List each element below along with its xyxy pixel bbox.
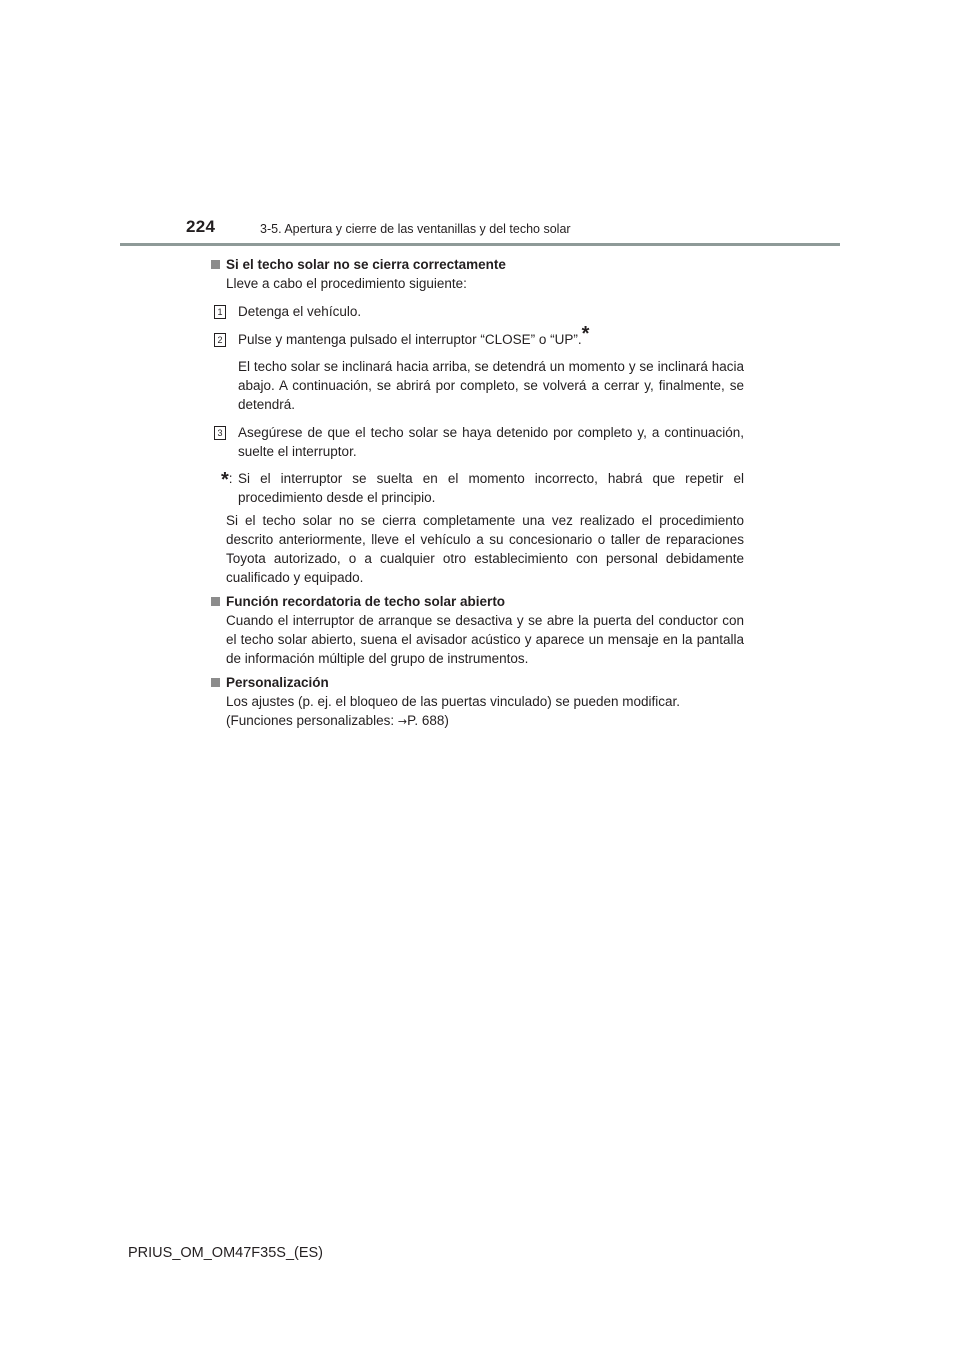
section-header-title: 3-5. Apertura y cierre de las ventanillas y del techo solar xyxy=(260,222,571,236)
step-text: Detenga el vehículo. xyxy=(238,304,362,319)
paragraph: Cuando el interruptor de arranque se desactiva y se abre la puerta del conductor con el techo solar abierto, suena el avisador acústico y aparece un mensaje en la pantalla de información múltiple del grupo de instrumentos. xyxy=(226,613,744,666)
paragraph: Si el techo solar no se cierra completamente una vez realizado el procedimiento descrito anteriormente, lleve el vehículo a su concesionario o taller de reparaciones Toyota autorizado, o a cualquier otro establecimiento con personal debidamente cualificado y equipado. xyxy=(226,513,744,585)
footnote-colon: : xyxy=(228,471,233,486)
section-heading-text: Función recordatoria de techo solar abierto xyxy=(226,594,506,609)
document-code: PRIUS_OM_OM47F35S_(ES) xyxy=(128,1245,324,1261)
section-heading xyxy=(211,255,744,274)
step-note: El techo solar se inclinará hacia arriba, se detendrá un momento y se inclinará hacia abajo. A continuación, se abrirá por completo, se volverá a cerrar y, finalmente, se detendrá. xyxy=(238,359,744,412)
page-content xyxy=(211,255,744,731)
square-bullet-icon xyxy=(211,678,220,687)
step-number-2: 2 xyxy=(214,333,226,347)
page-number: 224 xyxy=(186,217,216,236)
header-divider xyxy=(120,243,840,246)
square-bullet-icon xyxy=(211,260,220,269)
footnote-star-icon: * xyxy=(221,469,229,491)
paragraph: Lleve a cabo el procedimiento siguiente: xyxy=(226,276,467,291)
section-heading-text: Si el techo solar no se cierra correctamente xyxy=(226,257,506,272)
cross-reference xyxy=(211,711,744,731)
footnote-text: Si el interruptor se suelta en el momento incorrecto, habrá que repetir el procedimiento desde el principio. xyxy=(238,471,744,505)
section-heading xyxy=(211,592,744,611)
step-item xyxy=(211,302,744,321)
step-number-3: 3 xyxy=(214,426,226,440)
footnote-star-mark: * xyxy=(581,323,590,345)
section-heading xyxy=(211,673,744,692)
reference-prefix: (Funciones personalizables: xyxy=(226,713,398,728)
page-reference-link[interactable]: P. 688) xyxy=(407,713,449,728)
step-number-1: 1 xyxy=(214,305,226,319)
step-text: Pulse y mantenga pulsado el interruptor “CLOSE” o “UP”. xyxy=(238,332,582,347)
step-item xyxy=(211,323,744,349)
footnote xyxy=(211,469,744,507)
step-text: Asegúrese de que el techo solar se haya detenido por completo y, a continuación, suelte el interruptor. xyxy=(238,425,744,459)
paragraph: Los ajustes (p. ej. el bloqueo de las puertas vinculado) se pueden modificar. xyxy=(226,694,681,709)
section-heading-text: Personalización xyxy=(226,675,329,690)
step-item xyxy=(211,423,744,461)
footnote-marker xyxy=(221,469,233,491)
square-bullet-icon xyxy=(211,597,220,606)
right-arrow-icon: → xyxy=(397,715,408,728)
